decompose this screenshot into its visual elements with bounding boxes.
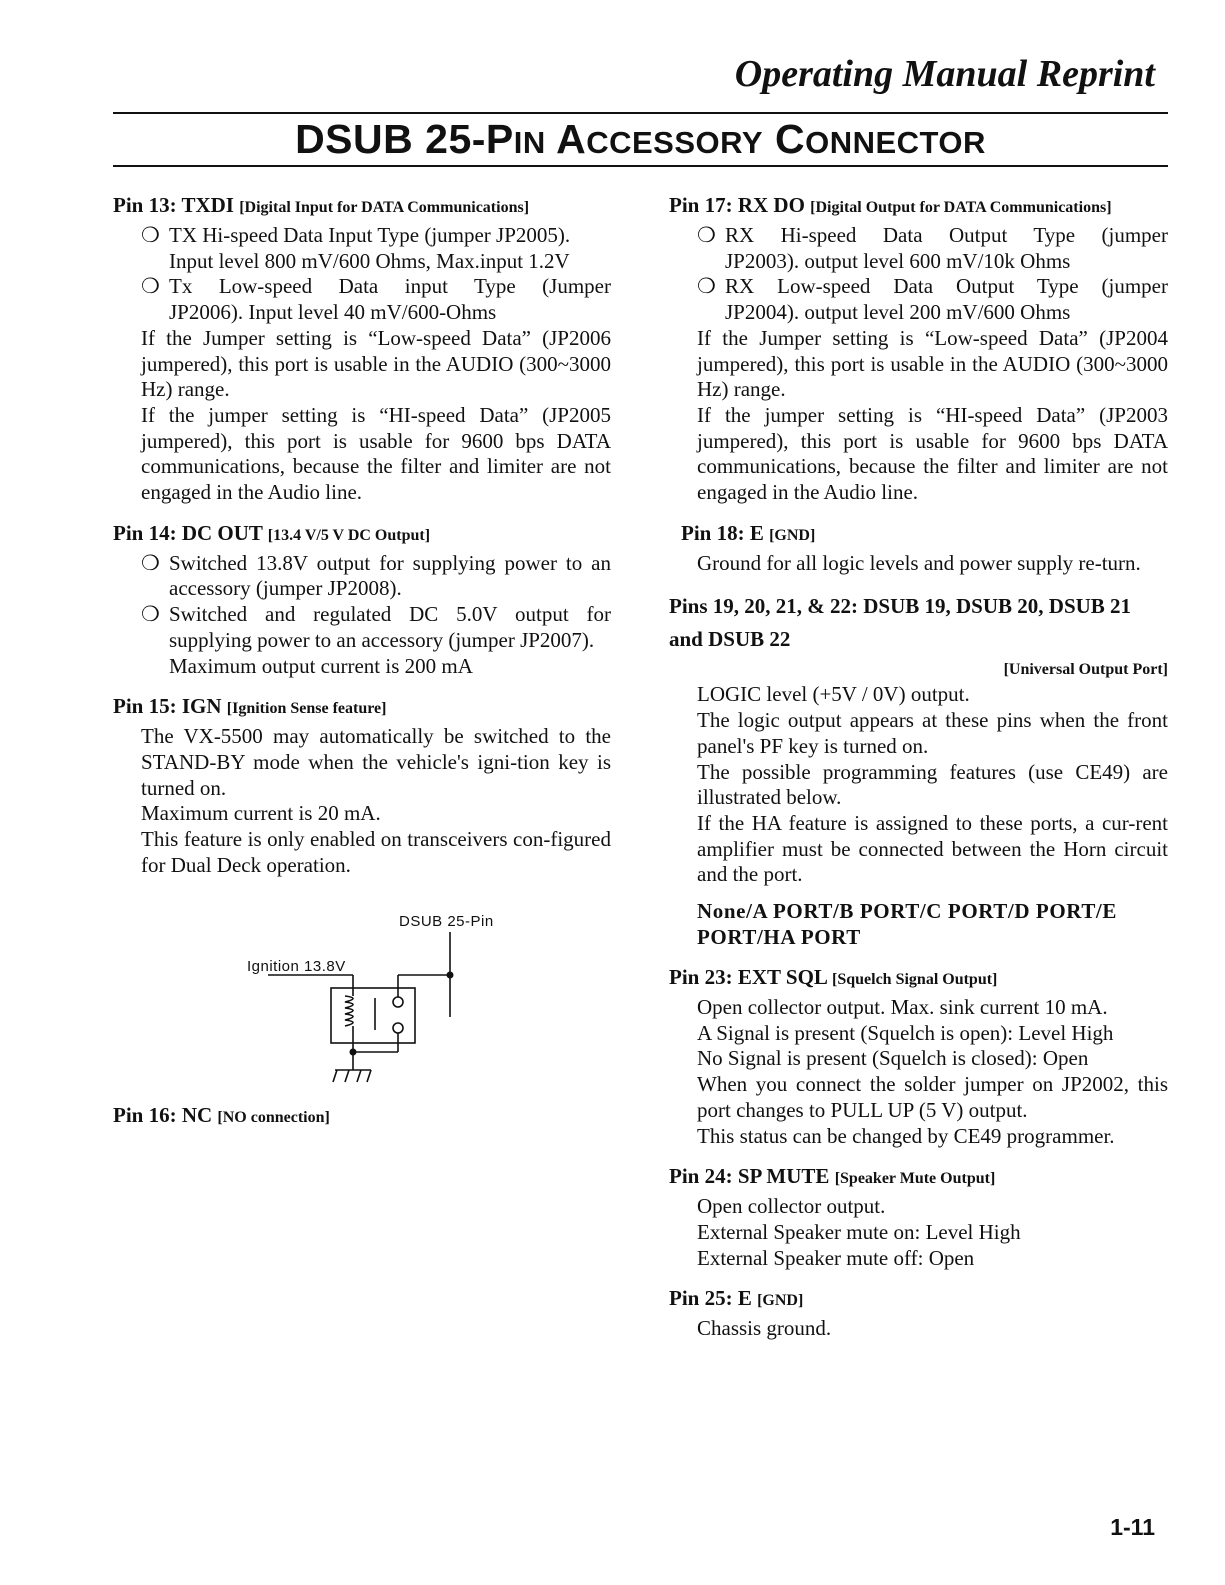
right-column <box>669 192 1168 1356</box>
junction-dot-1 <box>447 972 454 979</box>
pin18-para: Ground for all logic levels and power supply re-turn. <box>697 550 1141 575</box>
top-rule <box>113 112 1168 114</box>
pin24-section <box>669 1163 1168 1271</box>
pin24-line-2: External Speaker mute on: Level High <box>697 1219 1021 1244</box>
pin17-bullet-2-cont: JP2004). output level 200 mV/600 Ohms <box>725 300 1071 325</box>
manual-title: Operating Manual Reprint <box>734 53 1155 95</box>
pin17-para-1: If the Jumper setting is “Low-speed Data” (JP2004 jumpered), this port is usable in the AUDIO (300~3000 Hz) range. <box>697 325 1168 402</box>
pin17-bullet-1: ❍ RX Hi-speed Data Output Type (jumper <box>697 223 1168 247</box>
relay-contact-bottom <box>393 1023 403 1033</box>
relay-contact-top <box>393 997 403 1007</box>
pin15-para-3: This feature is only enabled on transceivers con-figured for Dual Deck operation. <box>141 827 611 877</box>
pin15-para-1: The VX-5500 may automatically be switched to the STAND-BY mode when the vehicle's igni-tion key is turned on. <box>141 724 611 800</box>
relay-circuit <box>113 892 611 1102</box>
pin17-para-2: If the jumper setting is “HI-speed Data” (JP2003 jumpered), this port is usable for 9600 bps DATA communications, because the filter and limiter are not engaged in the Audio line. <box>697 402 1168 505</box>
pin18-section <box>669 520 1168 577</box>
pin17-bullet-1-cont: JP2003). output level 600 mV/10k Ohms <box>725 248 1071 273</box>
pin14-bullet-2: ❍ Switched and regulated DC 5.0V output for supplying power to an accessory (jumper JP2007). <box>141 602 611 652</box>
pin23-line-3: No Signal is present (Squelch is closed): Open <box>697 1046 1089 1071</box>
pin15-para-2: Maximum current is 20 mA. <box>141 801 381 826</box>
pins19-para-2: The logic output appears at these pins when the front panel's PF key is turned on. <box>697 708 1168 758</box>
pin25-heading: Pin 25: E [GND] <box>669 1286 804 1311</box>
pins19-para-4: If the HA feature is assigned to these ports, a cur-rent amplifier must be connected between the Horn circuit and the port. <box>697 810 1168 887</box>
pin13-section <box>113 192 611 506</box>
pins19-para-3: The possible programming features (use CE49) are illustrated below. <box>697 759 1168 810</box>
pins19-para-1: LOGIC level (+5V / 0V) output. <box>697 682 970 707</box>
relay-box <box>331 988 415 1043</box>
pin24-heading: Pin 24: SP MUTE [Speaker Mute Output] <box>669 1164 996 1189</box>
pin14-note: Maximum output current is 200 mA <box>169 653 473 678</box>
diagram-label-connector: DSUB 25-Pin <box>399 913 494 931</box>
pin17-bullet-2: ❍ RX Low-speed Data Output Type (jumper <box>697 274 1168 299</box>
pin23-line-4: When you connect the solder jumper on JP2002, this port changes to PULL UP (5 V) output. <box>697 1072 1168 1122</box>
pin24-line-1: Open collector output. <box>697 1194 886 1219</box>
pin17-section <box>669 192 1168 506</box>
pin25-section <box>669 1285 1168 1342</box>
pin13-bullet-2: ❍ Tx Low-speed Data input Type (Jumper <box>141 274 611 299</box>
pin13-bullet-1: ❍ TX Hi-speed Data Input Type (jumper JP2005). Input level 800 mV/600 Ohms, Max.input 1.2V <box>141 223 571 273</box>
pin23-line-2: A Signal is present (Squelch is open): Level High <box>697 1020 1114 1045</box>
relay-coil <box>345 996 353 1026</box>
pin13-bullet-2-cont: JP2006). Input level 40 mV/600-Ohms <box>169 300 497 325</box>
pin14-heading: Pin 14: DC OUT [13.4 V/5 V DC Output] <box>113 520 431 545</box>
pins19-22-heading: Pins 19, 20, 21, & 22: DSUB 19, DSUB 20, DSUB 21 and DSUB 22 <box>669 594 1132 652</box>
pin16-section <box>113 1102 611 1131</box>
pin17-heading: Pin 17: RX DO [Digital Output for DATA Communications] <box>669 193 1112 217</box>
pin13-heading: Pin 13: TXDI [Digital Input for DATA Communications] <box>113 193 530 217</box>
pin15-heading: Pin 15: IGN [Ignition Sense feature] <box>113 694 387 719</box>
pin14-bullet-1: ❍ Switched 13.8V output for supplying power to an accessory (jumper JP2008). <box>141 550 611 601</box>
pin13-para-1: If the Jumper setting is “Low-speed Data” (JP2006 jumpered), this port is usable in the AUDIO (300~3000 Hz) range. <box>141 325 611 402</box>
page-heading: DSUB 25-PIN ACCESSORY CONNECTOR <box>295 116 986 162</box>
pin23-heading: Pin 23: EXT SQL [Squelch Signal Output] <box>669 965 998 990</box>
pin23-line-5: This status can be changed by CE49 programmer. <box>697 1123 1115 1148</box>
pin23-section <box>669 964 1168 1149</box>
page-number: 1-11 <box>1110 1514 1155 1540</box>
pin15-section <box>113 693 611 878</box>
heading-rule <box>113 165 1168 167</box>
pin25-para: Chassis ground. <box>697 1316 832 1341</box>
junction-dot-2 <box>350 1049 357 1056</box>
pin18-heading: Pin 18: E [GND] <box>681 520 816 545</box>
ignition-diagram <box>113 892 611 1102</box>
pin13-para-2: If the jumper setting is “HI-speed Data” (JP2005 jumpered), this port is usable for 9600 bps DATA communications, because the filter and limiter are not engaged in the Audio line. <box>141 402 611 505</box>
pin23-line-1: Open collector output. Max. sink current 10 mA. <box>697 995 1108 1020</box>
diagram-label-ignition: Ignition 13.8V <box>247 958 346 976</box>
pins19-22-section <box>669 590 1168 950</box>
pin16-heading: Pin 16: NC [NO connection] <box>113 1103 330 1128</box>
pin14-section <box>113 520 611 680</box>
pin24-line-3: External Speaker mute off: Open <box>697 1245 975 1270</box>
port-options: None/A PORT/B PORT/C PORT/D PORT/E PORT/HA PORT <box>697 899 1117 950</box>
pins19-22-tag: [Universal Output Port] <box>1003 661 1168 679</box>
left-column <box>113 192 611 1145</box>
